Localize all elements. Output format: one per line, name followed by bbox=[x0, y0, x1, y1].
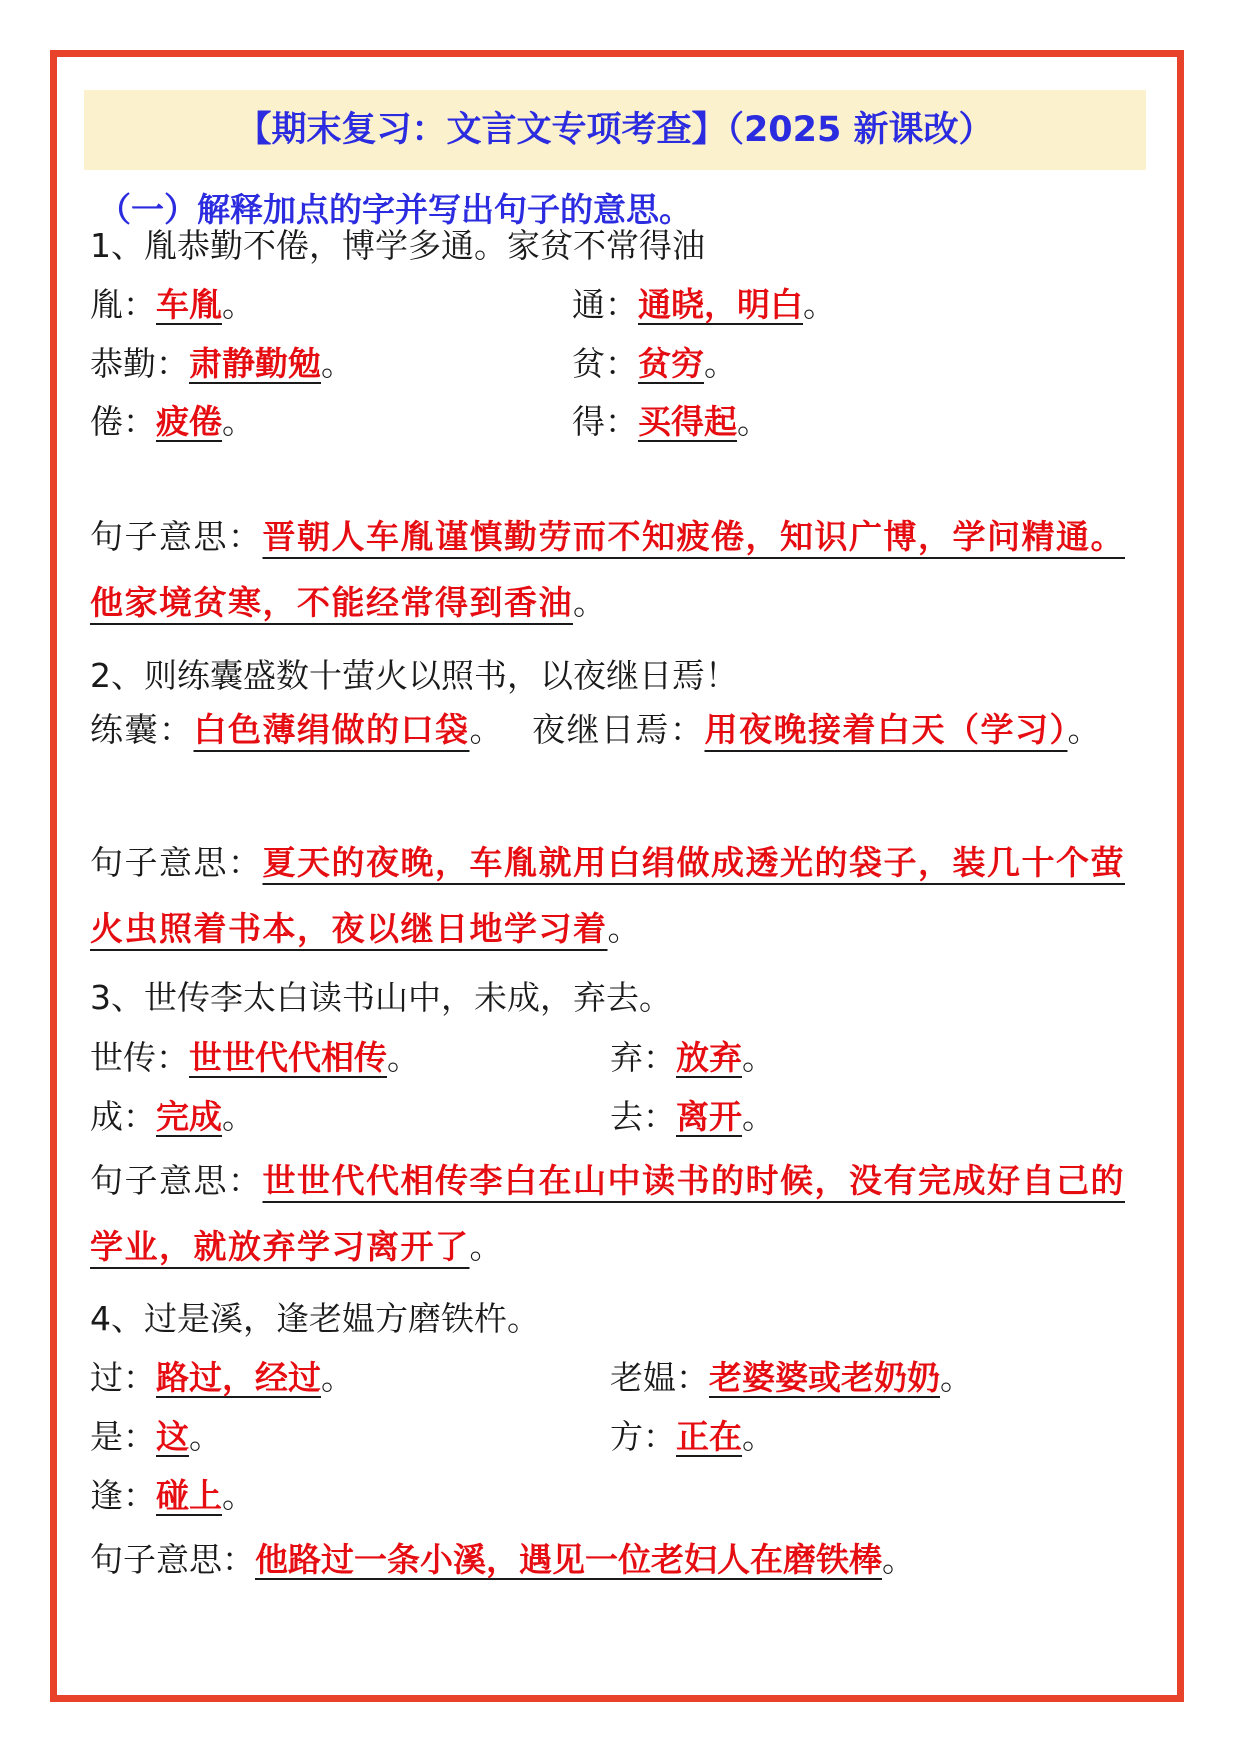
punct: 。 bbox=[737, 402, 770, 441]
vocab-item bbox=[90, 342, 354, 386]
vocab-answer: 通晓，明白 bbox=[638, 285, 803, 324]
vocab-answer: 这 bbox=[156, 1417, 189, 1456]
vocab-label: 是： bbox=[90, 1417, 156, 1456]
question-4: 4、过是溪，逢老媪方磨铁杵。 bbox=[90, 1299, 540, 1338]
punct: 。 bbox=[742, 1097, 775, 1136]
punct: 。 bbox=[742, 1417, 775, 1456]
punct: 。 bbox=[607, 909, 642, 948]
vocab-label: 弃： bbox=[610, 1038, 676, 1077]
vocab-answer: 放弃 bbox=[676, 1038, 742, 1077]
sentence-answer: 晋朝人车胤谨慎勤劳而不知疲倦，知识广博，学问精通。他家境贫寒，不能经常得到香油 bbox=[90, 517, 1125, 622]
punct: 。 bbox=[704, 344, 737, 383]
vocab-label: 方： bbox=[610, 1417, 676, 1456]
vocab-label: 逢： bbox=[90, 1476, 156, 1515]
question-3: 3、世传李太白读书山中，未成，弃去。 bbox=[90, 978, 672, 1017]
punct: 。 bbox=[573, 583, 608, 622]
sentence-label: 句子意思： bbox=[90, 843, 263, 882]
vocab-answer: 买得起 bbox=[638, 402, 737, 441]
punct: 。 bbox=[940, 1358, 973, 1397]
vocab-answer: 用夜晚接着白天（学习） bbox=[704, 710, 1068, 749]
punct: 。 bbox=[321, 344, 354, 383]
vocab-answer: 老婆婆或老奶奶 bbox=[709, 1358, 940, 1397]
vocab-label: 通： bbox=[572, 285, 638, 324]
sentence-meaning bbox=[90, 830, 1148, 962]
section-heading: （一）解释加点的字并写出句子的意思。 bbox=[98, 190, 692, 229]
vocab-answer: 正在 bbox=[676, 1417, 742, 1456]
sentence-answer: 夏天的夜晚，车胤就用白绢做成透光的袋子，装几十个萤火虫照着书本，夜以继日地学习着 bbox=[90, 843, 1125, 948]
vocab-answer: 车胤 bbox=[156, 285, 222, 324]
sentence-meaning bbox=[90, 1538, 915, 1582]
question-1: 1、胤恭勤不倦，博学多通。家贫不常得油 bbox=[90, 226, 705, 265]
vocab-item bbox=[90, 1474, 255, 1518]
vocab-label: 胤： bbox=[90, 285, 156, 324]
vocab-answer: 世世代代相传 bbox=[189, 1038, 387, 1077]
vocab-item bbox=[90, 1415, 222, 1459]
vocab-answer: 白色薄绢做的口袋 bbox=[193, 710, 470, 749]
vocab-item bbox=[572, 283, 836, 327]
vocab-answer: 碰上 bbox=[156, 1476, 222, 1515]
vocab-item bbox=[90, 1095, 255, 1139]
sentence-answer: 世世代代相传李白在山中读书的时候，没有完成好自己的学业，就放弃学习离开了 bbox=[90, 1161, 1125, 1266]
punct: 。 bbox=[387, 1038, 420, 1077]
punct: 。 bbox=[222, 1476, 255, 1515]
sentence-label: 句子意思： bbox=[90, 517, 263, 556]
vocab-answer: 疲倦 bbox=[156, 402, 222, 441]
vocab-item bbox=[610, 1036, 775, 1080]
vocab-label: 去： bbox=[610, 1097, 676, 1136]
vocab-label: 练囊： bbox=[90, 710, 194, 749]
vocab-label: 倦： bbox=[90, 402, 156, 441]
vocab-label: 世传： bbox=[90, 1038, 189, 1077]
vocab-item bbox=[90, 283, 255, 327]
punct: 。 bbox=[222, 402, 255, 441]
sentence-answer: 他路过一条小溪，遇见一位老妇人在磨铁棒 bbox=[255, 1540, 882, 1579]
vocab-label: 贫： bbox=[572, 344, 638, 383]
vocab-item bbox=[90, 1036, 420, 1080]
vocab-answer: 完成 bbox=[156, 1097, 222, 1136]
vocab-label: 夜继日焉： bbox=[532, 710, 705, 749]
vocab-item bbox=[572, 400, 770, 444]
vocab-item bbox=[610, 1356, 973, 1400]
page-title: 【期末复习：文言文专项考查】（2025 新课改） bbox=[84, 90, 1146, 170]
vocab-label: 恭勤： bbox=[90, 344, 189, 383]
vocab-item bbox=[90, 1356, 354, 1400]
sentence-label: 句子意思： bbox=[90, 1540, 255, 1579]
sentence-meaning bbox=[90, 1148, 1148, 1280]
vocab-item bbox=[90, 400, 255, 444]
punct: 。 bbox=[222, 1097, 255, 1136]
vocab-label: 成： bbox=[90, 1097, 156, 1136]
vocab-item bbox=[572, 342, 737, 386]
vocab-label: 得： bbox=[572, 402, 638, 441]
punct: 。 bbox=[803, 285, 836, 324]
punct: 。 bbox=[882, 1540, 915, 1579]
sentence-meaning bbox=[90, 504, 1148, 636]
vocab-item bbox=[610, 1095, 775, 1139]
punct: 。 bbox=[321, 1358, 354, 1397]
vocab-item-pair bbox=[90, 697, 1148, 763]
punct: 。 bbox=[742, 1038, 775, 1077]
vocab-answer: 肃静勤勉 bbox=[189, 344, 321, 383]
punct: 。 bbox=[1067, 710, 1102, 749]
punct: 。 bbox=[189, 1417, 222, 1456]
vocab-answer: 路过，经过 bbox=[156, 1358, 321, 1397]
sentence-label: 句子意思： bbox=[90, 1161, 263, 1200]
vocab-answer: 贫穷 bbox=[638, 344, 704, 383]
punct: 。 bbox=[469, 1227, 504, 1266]
vocab-label: 老媪： bbox=[610, 1358, 709, 1397]
punct: 。 bbox=[222, 285, 255, 324]
vocab-item bbox=[610, 1415, 775, 1459]
vocab-label: 过： bbox=[90, 1358, 156, 1397]
question-2: 2、则练囊盛数十萤火以照书，以夜继日焉！ bbox=[90, 656, 738, 695]
vocab-answer: 离开 bbox=[676, 1097, 742, 1136]
punct: 。 bbox=[469, 710, 504, 749]
